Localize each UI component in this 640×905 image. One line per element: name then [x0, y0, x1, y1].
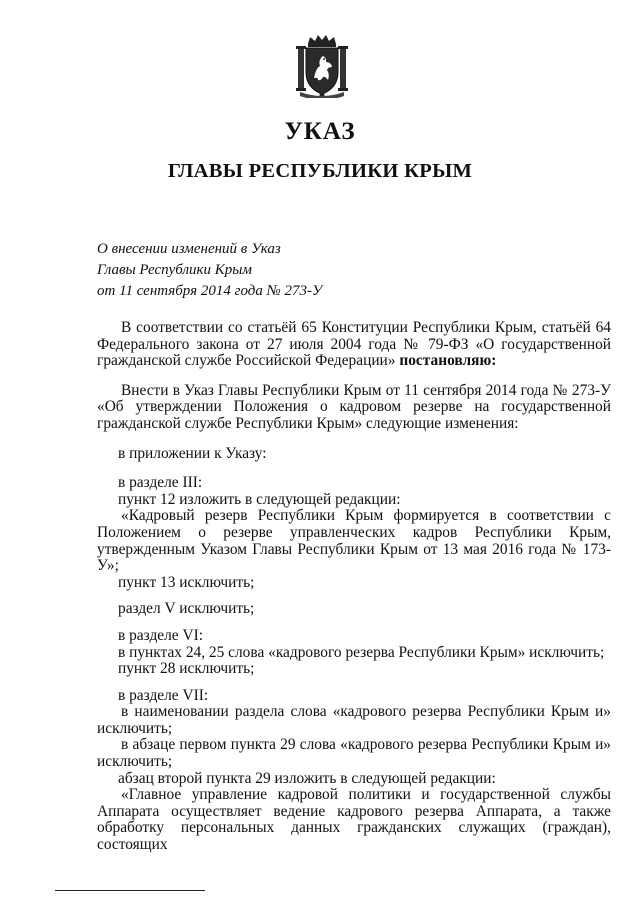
section-3-item-12-text: «Кадровый резерв Республики Крым формируется в соответствии с Положением о резерве управленческих кадров Республики Крым, утвержденным Указом Главы Республики Крым от 13 мая 2016 года № 173-У»;: [97, 507, 611, 575]
subject-line: О внесении изменений в Указ: [97, 241, 281, 257]
document-subject: [97, 239, 322, 302]
footnote-divider: [55, 890, 205, 891]
section-6-heading: в разделе VI:: [118, 626, 203, 644]
section-3-heading: в разделе III:: [118, 474, 203, 492]
preamble-text: В соответствии со статьёй 65 Конституции Республики Крым, статьёй 64 Федерального закона от 27 июля 2004 года № 79-ФЗ «О государственной гражданской службе Российской Федерации»: [97, 319, 611, 370]
decree-word: постановляю:: [399, 352, 497, 370]
intro-paragraph: Внести в Указ Главы Республики Крым от 11 сентября 2014 года № 273-У «Об утверждении Положения о кадровом резерве на государственной гражданской службе Республики Крым» следующие изменения:: [97, 381, 611, 432]
section-7-name-change: в наименовании раздела слова «кадрового резерва Республики Крым и» исключить;: [97, 703, 611, 737]
section-7-item-29: в абзаце первом пункта 29 слова «кадрового резерва Республики Крым и» исключить;: [97, 736, 611, 771]
section-3-item-13: пункт 13 исключить;: [118, 573, 255, 591]
subject-line: Главы Республики Крым: [97, 262, 252, 278]
section-5-line: раздел V исключить;: [118, 600, 255, 618]
section-7-item-29-para-2-text: «Главное управление кадровой политики и государственной службы Аппарата осуществляет ведение кадрового резерва Аппарата, а также обработку персональных данных гражданских служащих (граждан), состоящих: [97, 786, 611, 854]
document-title: УКАЗ: [284, 118, 356, 145]
section-7-item-29-para-2: абзац второй пункта 29 изложить в следующей редакции:: [118, 769, 496, 787]
section-6-items-24-25: в пунктах 24, 25 слова «кадрового резерва Республики Крым» исключить;: [118, 643, 605, 661]
document-body: [97, 320, 611, 854]
appendix-line: в приложении к Указу:: [118, 444, 267, 462]
section-3-item-12: пункт 12 изложить в следующей редакции:: [118, 490, 401, 508]
section-6-item-28: пункт 28 исключить;: [118, 660, 255, 678]
crimea-coat-of-arms-icon: [296, 34, 348, 98]
subject-line: от 11 сентября 2014 года № 273-У: [97, 283, 323, 299]
preamble-paragraph: [97, 320, 611, 370]
document-subtitle: ГЛАВЫ РЕСПУБЛИКИ КРЫМ: [167, 160, 473, 182]
section-7-heading: в разделе VII:: [118, 686, 209, 704]
